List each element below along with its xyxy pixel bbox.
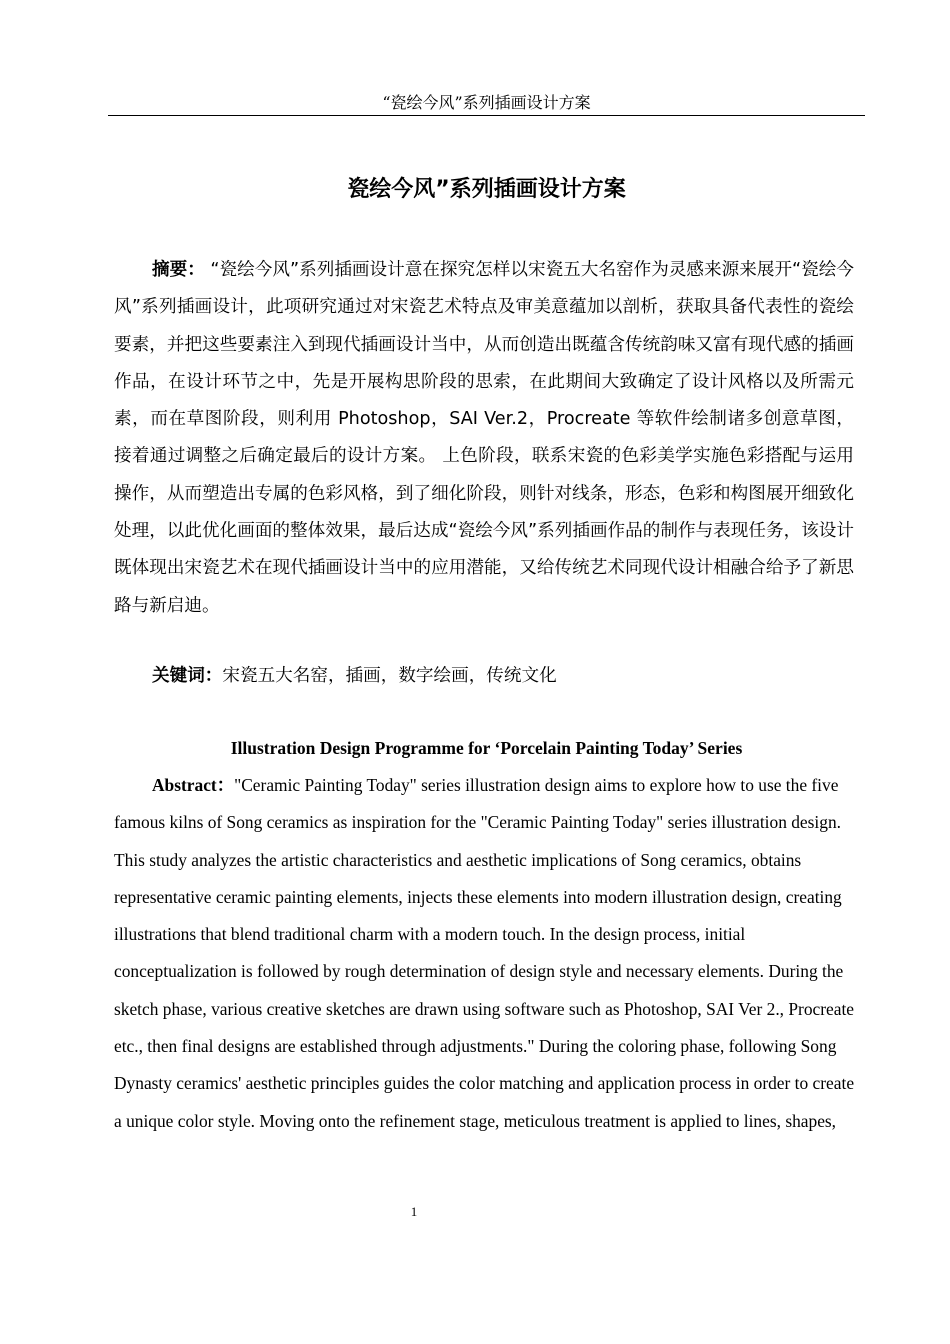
page-title-cn: 瓷绘今风”系列插画设计方案: [347, 177, 626, 202]
header-divider: [108, 115, 865, 116]
keywords-cn-text: 宋瓷五大名窑，插画，数字绘画，传统文化: [222, 666, 557, 686]
abstract-cn-label: 摘要：: [152, 260, 205, 280]
keywords-cn-label: 关键词：: [152, 666, 223, 686]
page-title-en: Illustration Design Programme for ‘Porcelain Painting Today’ Series: [230, 738, 743, 758]
abstract-cn-text: “瓷绘今风”系列插画设计意在探究怎样以宋瓷五大名窑作为灵感来源来展开“瓷绘今风”系列插画设计，此项研究通过对宋瓷艺术特点及审美意蕴加以剖析，获取具备代表性的瓷绘要素，并把这些要素注入到现代插画设计当中，从而创造出既蕴含传统韵味又富有现代感的插画作品，在设计环节之中，先是开展构思阶段的思索，在此期间大致确定了设计风格以及所需元素，而在草图阶段，则利用 Photoshop，SAI Ver.2，Procreate 等软件绘制诸多创意草图，接着通过调整之后确定最后的设计方案。 上色阶段，联系宋瓷的色彩美学实施色彩搭配与运用操作，从而塑造出专属的色彩风格，到了细化阶段，则针对线条，形态，色彩和构图展开细致化处理，以此优化画面的整体效果，最后达成“瓷绘今风”系列插画作品的制作与表现任务，该设计既体现出宋瓷艺术在现代插画设计当中的应用潜能，又给传统艺术同现代设计相融合给予了新思路与新启迪。: [114, 260, 854, 616]
page-number: 1: [410, 1204, 418, 1219]
keywords-cn: [114, 660, 854, 692]
running-header: “瓷绘今风”系列插画设计方案: [382, 93, 591, 112]
abstract-en-text: "Ceramic Painting Today" series illustration design aims to explore how to use the five famous kilns of Song ceramics as inspiration for the "Ceramic Painting Today" series illustration design. This study analyzes the artistic characteristics and aesthetic implications of Song ceramics, obtains representative ceramic painting elements, injects these elements into modern illustration design, creating illustrations that blend traditional charm with a modern touch. In the design process, initial conceptualization is followed by rough determination of design style and necessary elements. During the sketch phase, various creative sketches are drawn using software such as Photoshop, SAI Ver 2., Procreate etc., then final designs are established through adjustments." During the coloring phase, following Song Dynasty ceramics' aesthetic principles guides the color matching and application process in order to create a unique color style. Moving onto the refinement stage, meticulous treatment is applied to lines, shapes,: [114, 775, 855, 1131]
abstract-cn: [114, 252, 854, 625]
abstract-en: [114, 767, 856, 1140]
abstract-en-label: Abstract：: [152, 775, 235, 795]
